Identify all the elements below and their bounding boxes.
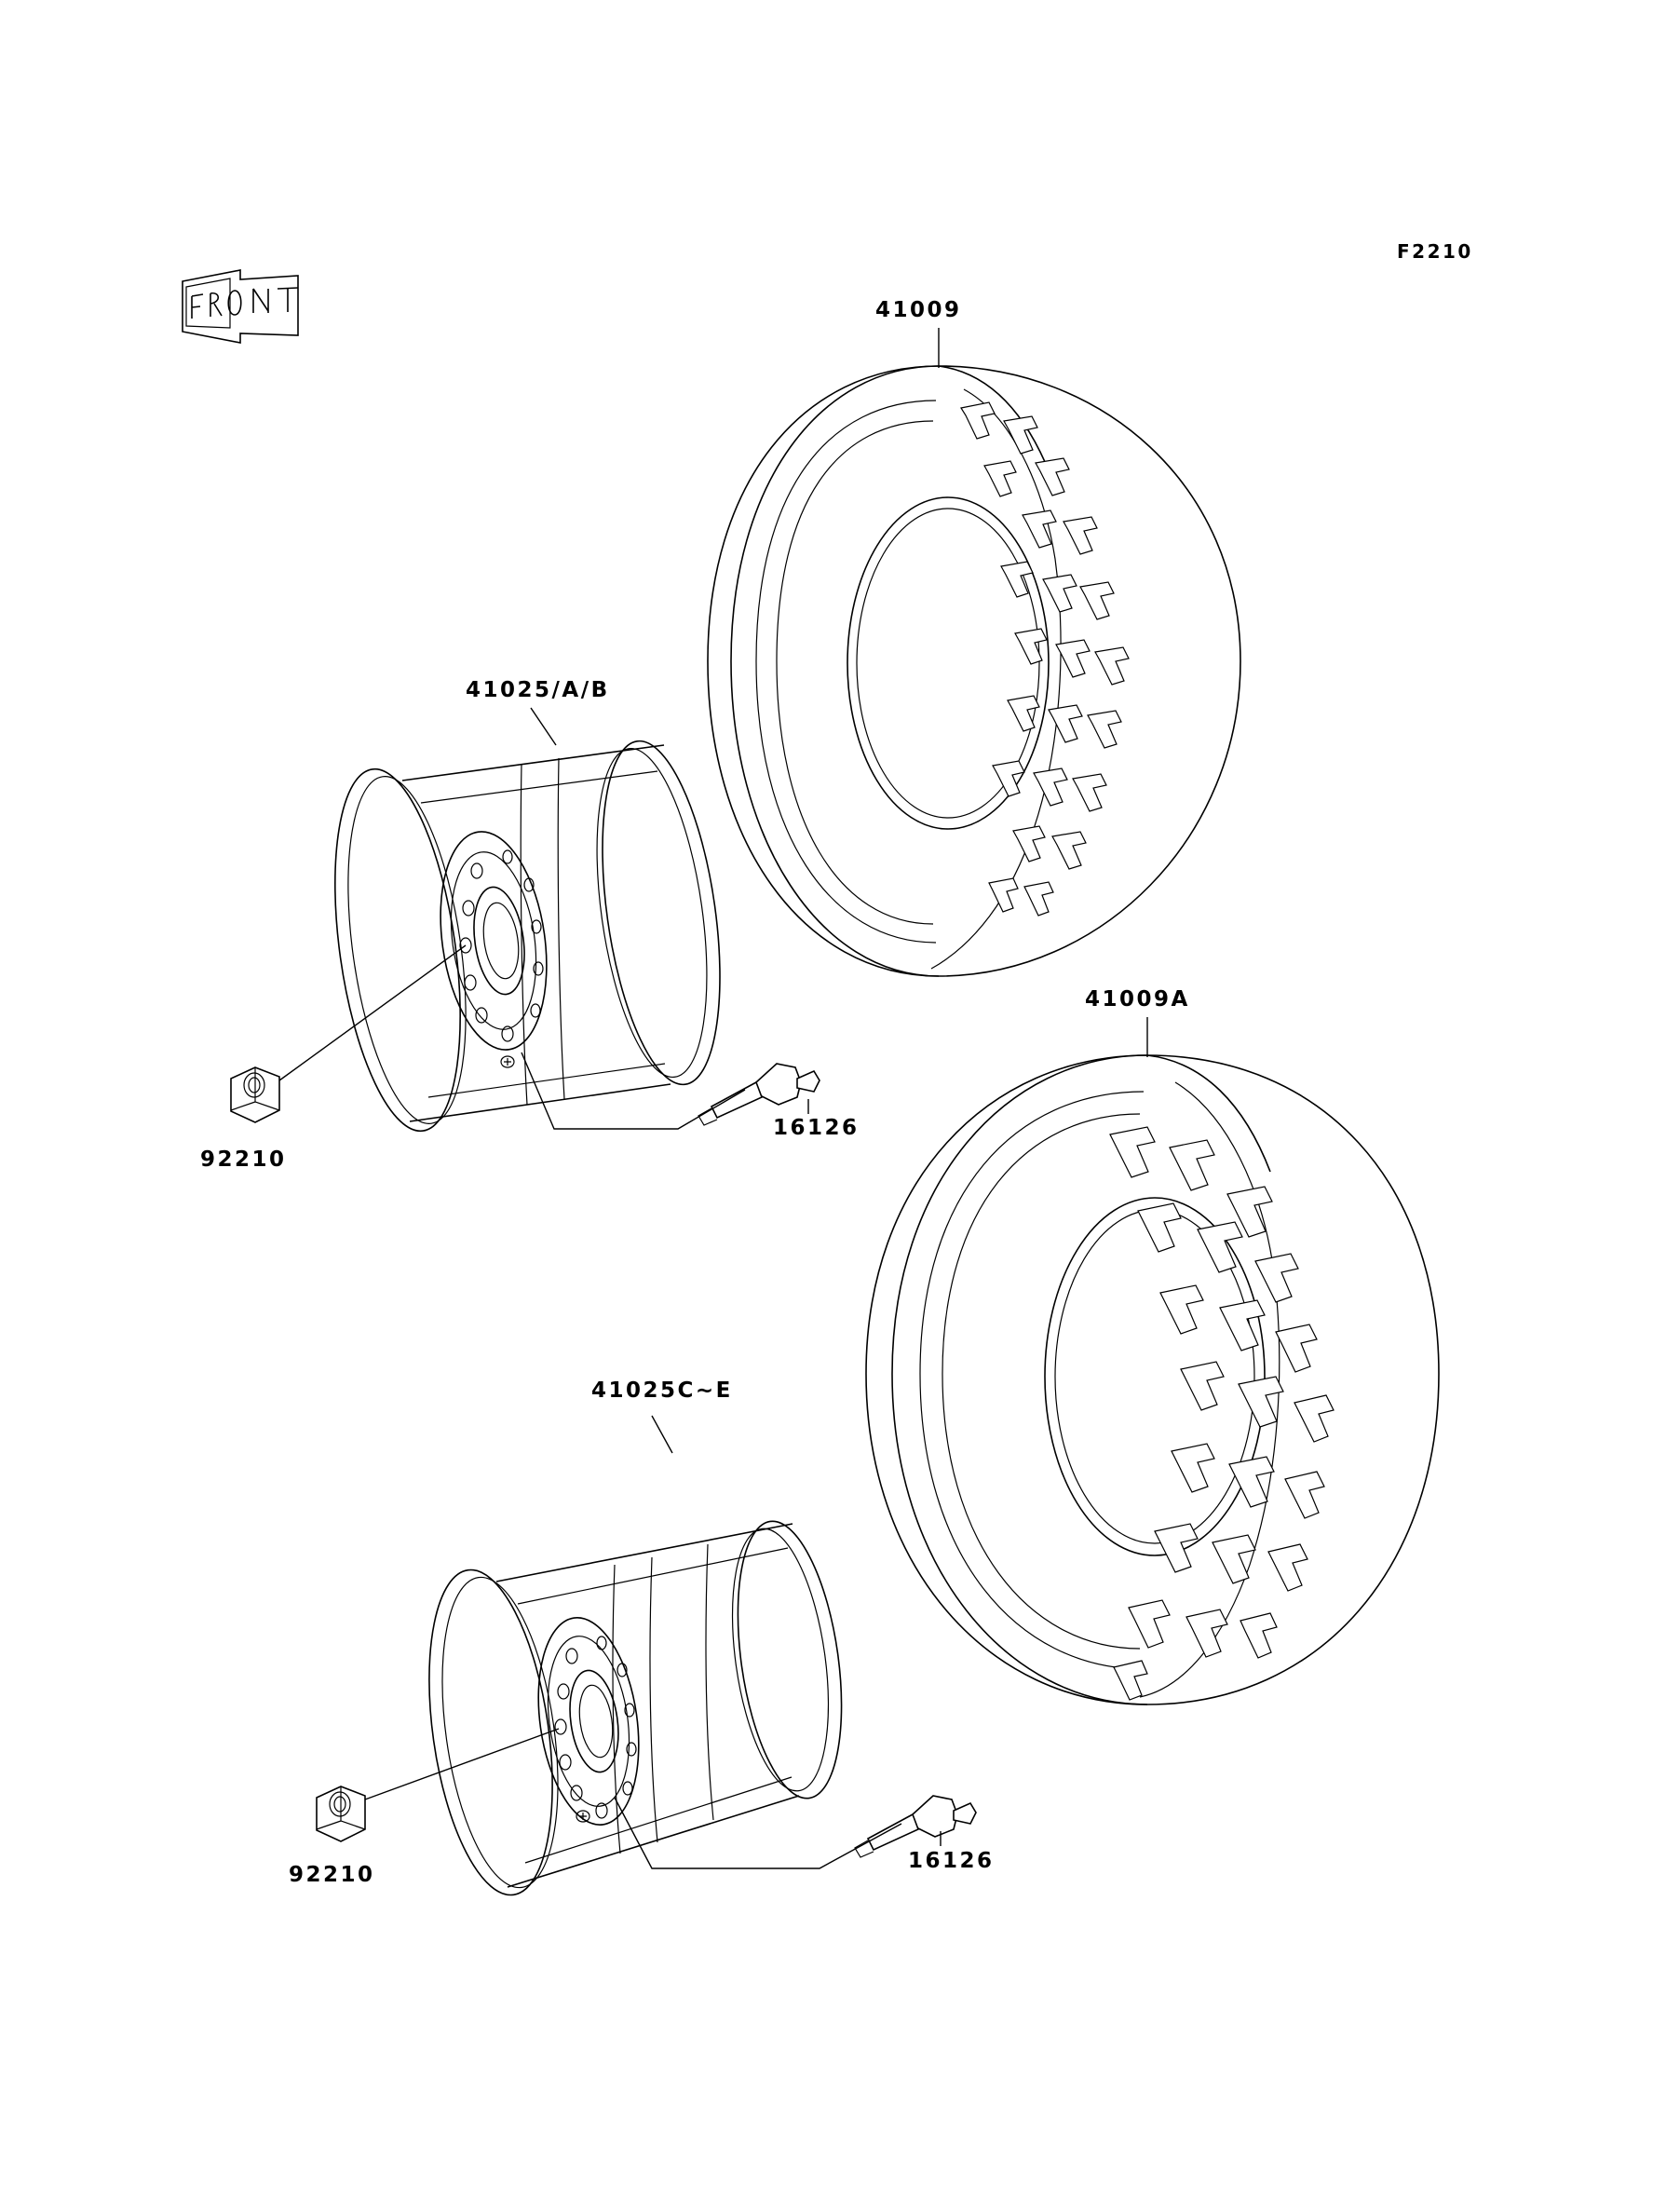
tire-rear bbox=[866, 1017, 1439, 1704]
label-41009: 41009 bbox=[875, 298, 962, 322]
label-41009a: 41009A bbox=[1085, 987, 1190, 1012]
label-92210-rear: 92210 bbox=[289, 1863, 375, 1887]
nut-rear bbox=[317, 1729, 559, 1841]
label-41025ce: 41025C~E bbox=[591, 1378, 733, 1403]
wheel-front bbox=[315, 708, 738, 1139]
valve-rear bbox=[615, 1796, 976, 1868]
nut-front bbox=[231, 945, 466, 1122]
front-arrow-icon bbox=[183, 270, 298, 343]
sheet-code: F2210 bbox=[1397, 240, 1473, 263]
wheel-rear bbox=[411, 1416, 857, 1903]
tire-front bbox=[708, 328, 1240, 976]
label-16126-front: 16126 bbox=[773, 1116, 860, 1140]
label-92210-front: 92210 bbox=[200, 1148, 287, 1172]
label-16126-rear: 16126 bbox=[908, 1849, 995, 1873]
label-41025ab: 41025/A/B bbox=[466, 678, 610, 702]
valve-front bbox=[522, 1052, 820, 1129]
